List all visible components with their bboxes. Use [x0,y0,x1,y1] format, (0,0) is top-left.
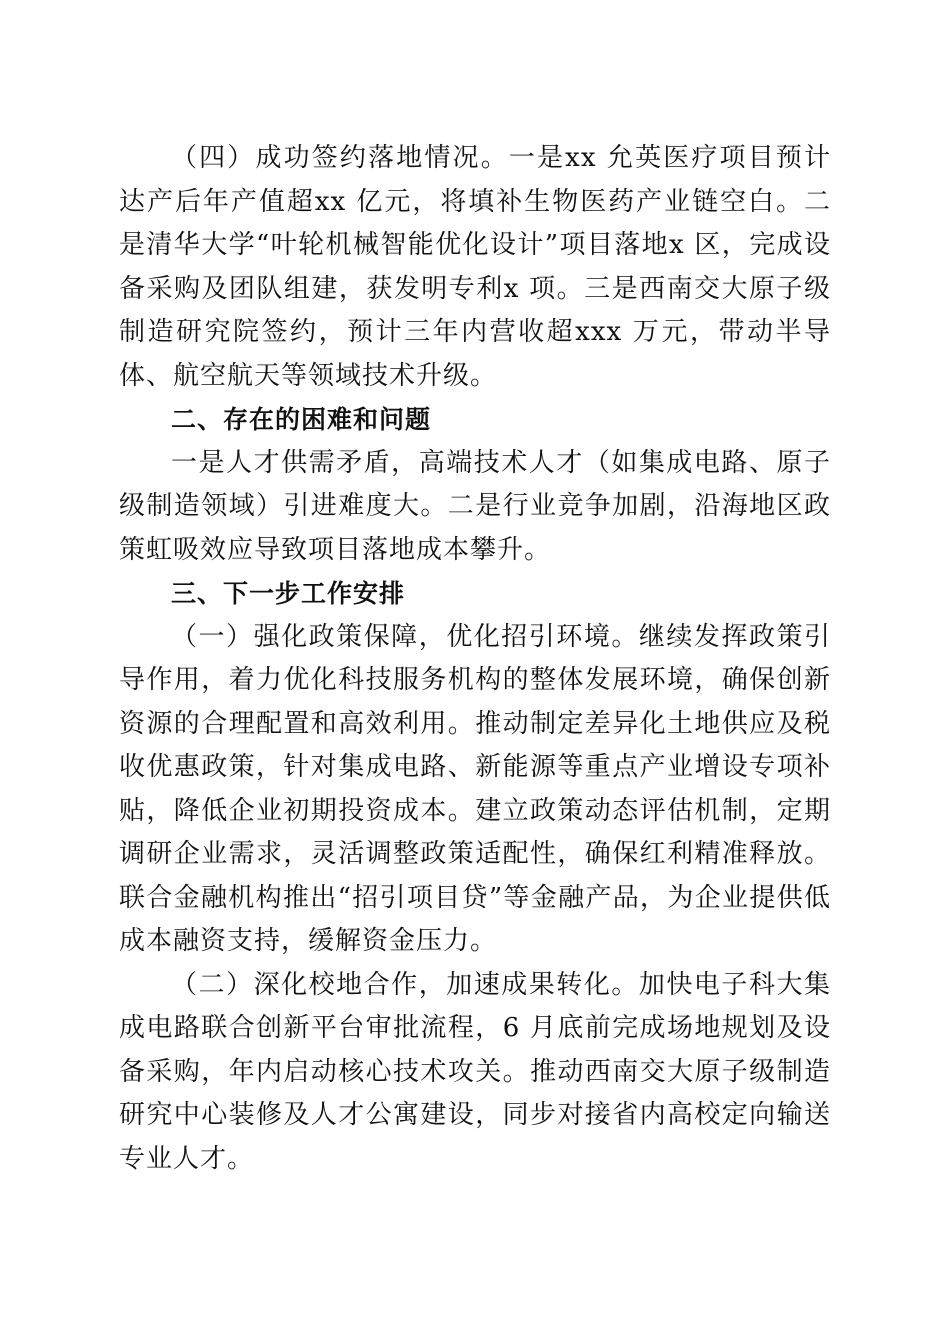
section-heading-problems: 二、存在的困难和问题 [171,405,432,434]
paragraph-policy-support: （一）强化政策保障，优化招引环境。继续发挥政策引导作用，着力优化科技服务机构的整体发展环境，确保创新资源的合理配置和高效利用。推动制定差异化土地供应及税收优惠政策，针对集成电路、新能源等重点产业增设专项补贴，降低企业初期投资成本。建立政策动态评估机制，定期调研企业需求，灵活调整政策适配性，确保红利精准释放。联合金融机构推出“招引项目贷”等金融产品，为企业提供低成本融资支持，缓解资金压力。 [119,621,831,956]
document-body [119,137,831,1181]
paragraph-school-cooperation: （二）深化校地合作，加速成果转化。加快电子科大集成电路联合创新平台审批流程，6 月底前完成场地规划及设备采购，年内启动核心技术攻关。推动西南交大原子级制造研究中心装修及人才公寓建设，同步对接省内高校定向输送专业人才。 [119,969,831,1174]
section-heading-next-steps: 三、下一步工作安排 [171,579,406,608]
paragraph-problems: 一是人才供需矛盾，高端技术人才（如集成电路、原子级制造领域）引进难度大。二是行业竞争加剧，沿海地区政策虹吸效应导致项目落地成本攀升。 [119,447,831,565]
paragraph-signing-status: （四）成功签约落地情况。一是xx 允英医疗项目预计达产后年产值超xx 亿元，将填补生物医药产业链空白。二是清华大学“叶轮机械智能优化设计”项目落地x 区，完成设备采购及团队组建，获发明专利x 项。三是西南交大原子级制造研究院签约，预计三年内营收超xxx 万元，带动半导体、航空航天等领域技术升级。 [119,143,831,391]
